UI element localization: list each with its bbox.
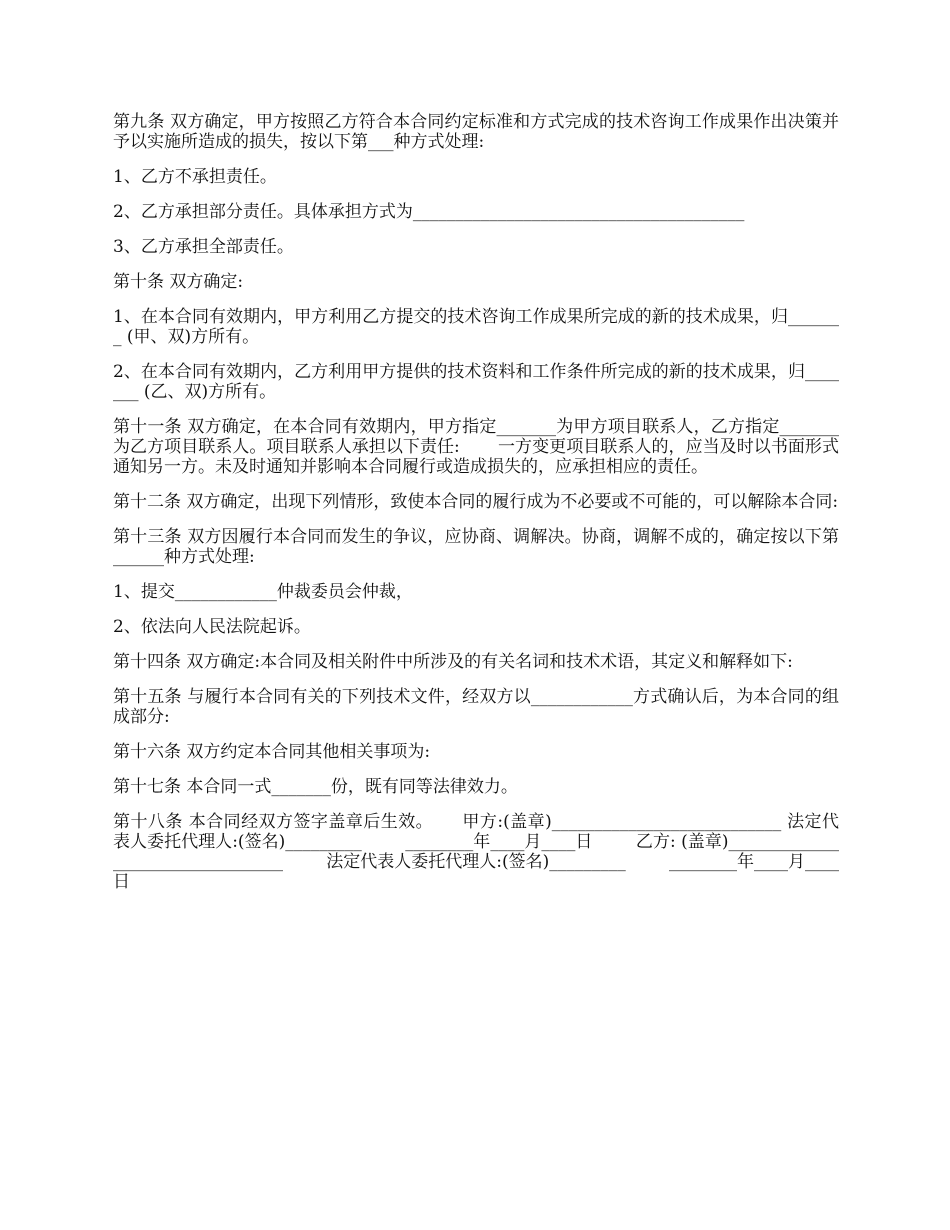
clause-9: 第九条 双方确定，甲方按照乙方符合本合同约定标准和方式完成的技术咨询工作成果作出决策并予以实施所造成的损失，按以下第___种方式处理: — [113, 112, 839, 152]
clause-9-option-3: 3、乙方承担全部责任。 — [113, 237, 294, 257]
clause-13-option-2: 2、依法向人民法院起诉。 — [113, 617, 311, 637]
clause-18-signatures: 第十八条 本合同经双方签字盖章后生效。 甲方:(盖章)___________________________ 法定代表人委托代理人:(签名)_________ ________年____月____日 乙方: (盖章)_________________________________ 法定代表人委托代理人:(签名)_________ ________年____月____日 — [113, 812, 839, 892]
clause-13-option-1: 1、提交____________仲裁委员会仲裁， — [113, 582, 413, 602]
clause-16: 第十六条 双方约定本合同其他相关事项为: — [113, 742, 431, 762]
clause-14: 第十四条 双方确定:本合同及相关附件中所涉及的有关名词和技术术语，其定义和解释如下: — [113, 652, 793, 672]
document-body — [113, 112, 839, 907]
clause-12: 第十二条 双方确定，出现下列情形，致使本合同的履行成为不必要或不可能的，可以解除本合同: — [113, 492, 839, 512]
clause-10: 第十条 双方确定: — [113, 272, 244, 292]
clause-9-option-2: 2、乙方承担部分责任。具体承担方式为_______________________________________ — [113, 202, 745, 222]
clause-13: 第十三条 双方因履行本合同而发生的争议，应协商、调解决。协商，调解不成的，确定按以下第______种方式处理: — [113, 527, 839, 567]
clause-15: 第十五条 与履行本合同有关的下列技术文件，经双方以____________方式确认后，为本合同的组成部分: — [113, 687, 839, 727]
clause-11: 第十一条 双方确定，在本合同有效期内，甲方指定_______为甲方项目联系人，乙方指定_______为乙方项目联系人。项目联系人承担以下责任: 一方变更项目联系人的，应当及时以书面形式通知另一方。未及时通知并影响本合同履行或造成损失的，应承担相应的责任。 — [113, 417, 839, 477]
clause-10-item-2: 2、在本合同有效期内，乙方利用甲方提供的技术资料和工作条件所完成的新的技术成果，归_______ (乙、双)方所有。 — [113, 362, 839, 402]
clause-17: 第十七条 本合同一式_______份，既有同等法律效力。 — [113, 777, 518, 797]
clause-10-item-1: 1、在本合同有效期内，甲方利用乙方提交的技术咨询工作成果所完成的新的技术成果，归_______ (甲、双)方所有。 — [113, 307, 839, 347]
clause-9-option-1: 1、乙方不承担责任。 — [113, 167, 277, 187]
